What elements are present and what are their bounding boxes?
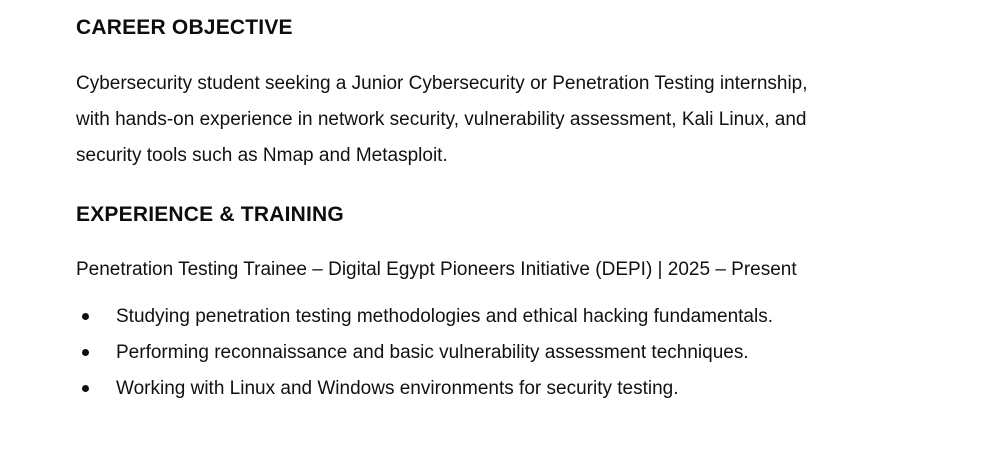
list-item-text: Working with Linux and Windows environments for security testing. (116, 378, 679, 399)
list-item (76, 336, 916, 370)
list-item-text: Studying penetration testing methodologies and ethical hacking fundamentals. (116, 306, 773, 327)
experience-bullet-list (76, 300, 928, 406)
section-heading-experience-training: EXPERIENCE & TRAINING (76, 203, 344, 226)
list-item (76, 300, 916, 334)
list-item-text: Performing reconnaissance and basic vulnerability assessment techniques. (116, 342, 749, 363)
section-heading-career-objective: CAREER OBJECTIVE (76, 16, 293, 39)
bullet-dot-icon (82, 313, 89, 320)
career-objective-paragraph: Cybersecurity student seeking a Junior Cybersecurity or Penetration Testing internship, with hands-on experience in network security, vulnerability assessment, Kali Linux, and security tools such as Nmap and Metasploit. (76, 73, 808, 166)
bullet-dot-icon (82, 385, 89, 392)
list-item (76, 372, 916, 406)
bullet-dot-icon (82, 349, 89, 356)
experience-role-line: Penetration Testing Trainee – Digital Egypt Pioneers Initiative (DEPI) | 2025 – Present (76, 259, 797, 280)
